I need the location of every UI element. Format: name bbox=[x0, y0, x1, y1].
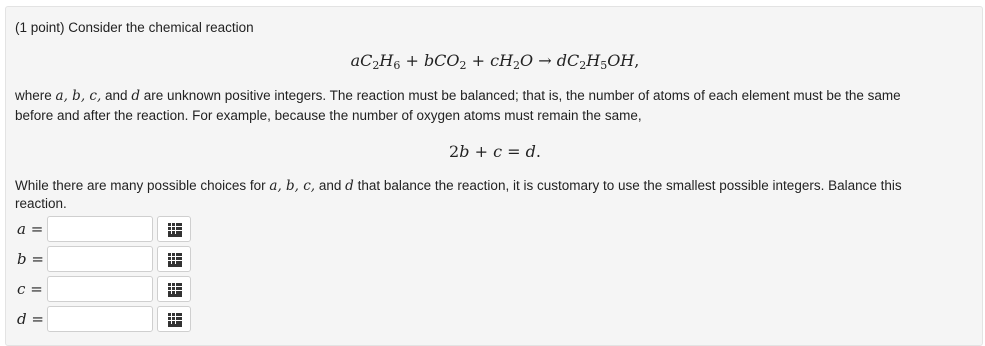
answer-label-c: c = bbox=[17, 280, 43, 298]
text-and: and bbox=[105, 88, 128, 103]
text-and: and bbox=[318, 178, 342, 193]
variable-d: d bbox=[131, 88, 140, 104]
answer-d-grid-button[interactable] bbox=[157, 306, 191, 332]
grid-icon bbox=[168, 313, 182, 327]
text-where: where bbox=[15, 88, 52, 103]
variable-d: d bbox=[345, 178, 354, 194]
description-line-1 bbox=[15, 87, 901, 105]
grid-icon bbox=[168, 283, 182, 297]
instruction-line-2: reaction. bbox=[15, 196, 67, 211]
reaction-equation: $aC_2H_6 + bCO_2 + cH_2O \to dC_2H_5OH$, bbox=[350, 51, 640, 72]
text-line3-rest: that balance the reaction, it is customary to use the smallest possible integers. Balance this bbox=[357, 178, 902, 193]
text-line1-rest: are unknown positive integers. The reaction must be balanced; that is, the number of atoms of each element must be the same bbox=[143, 88, 901, 103]
variable-list: a, b, c, bbox=[269, 178, 316, 194]
answer-c-input[interactable] bbox=[47, 276, 153, 302]
answer-a-input[interactable] bbox=[47, 216, 153, 242]
problem-intro: (1 point) Consider the chemical reaction bbox=[15, 20, 254, 35]
instruction-line-1 bbox=[15, 177, 902, 195]
answer-a-grid-button[interactable] bbox=[157, 216, 191, 242]
answer-b-grid-button[interactable] bbox=[157, 246, 191, 272]
answer-label-a: a = bbox=[17, 220, 44, 238]
variable-list: a, b, c, bbox=[55, 88, 102, 104]
answer-d-input[interactable] bbox=[47, 306, 153, 332]
grid-icon bbox=[168, 253, 182, 267]
answer-label-d: d = bbox=[17, 310, 44, 328]
text-while: While there are many possible choices for bbox=[15, 178, 266, 193]
answer-b-input[interactable] bbox=[47, 246, 153, 272]
answer-label-b: b = bbox=[17, 250, 44, 268]
grid-icon bbox=[168, 223, 182, 237]
oxygen-equation: 2b + c = d. bbox=[449, 142, 541, 161]
answer-c-grid-button[interactable] bbox=[157, 276, 191, 302]
description-line-2: before and after the reaction. For example, because the number of oxygen atoms must remain the same, bbox=[15, 108, 642, 123]
problem-panel bbox=[5, 6, 983, 346]
